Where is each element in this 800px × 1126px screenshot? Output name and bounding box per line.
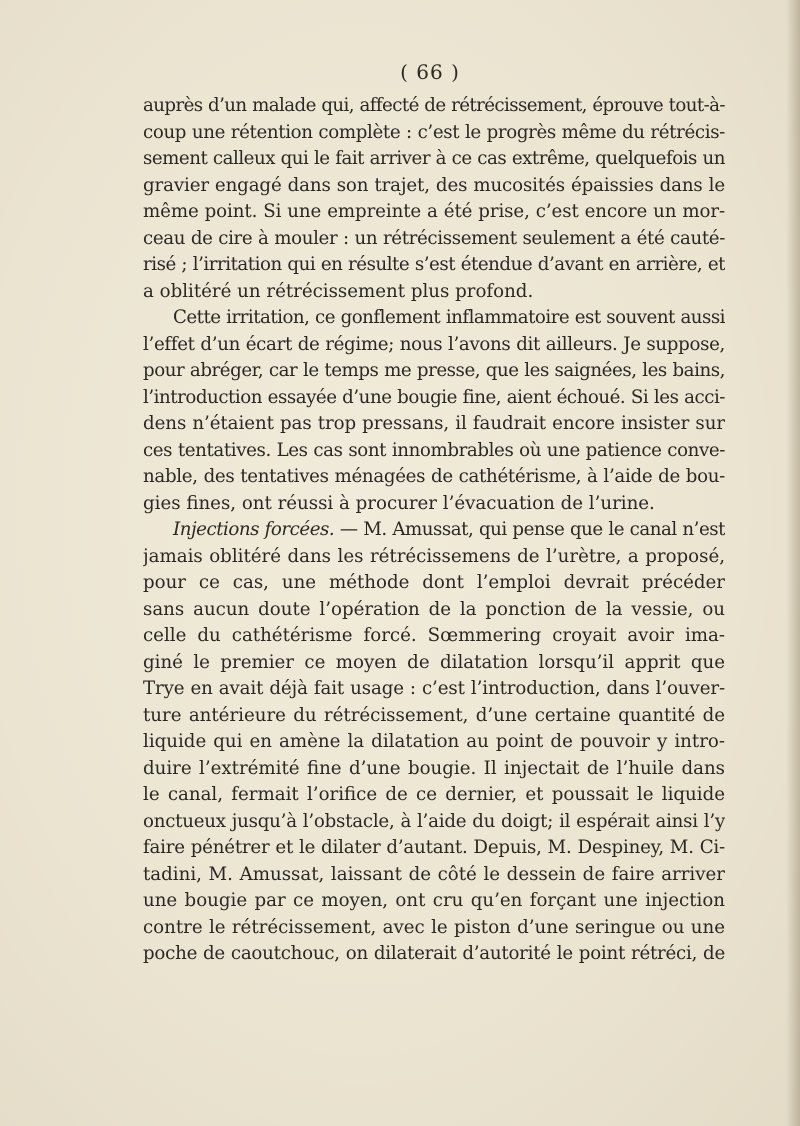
text-line: gravier engagé dans son trajet, des mucosités épaissies dans le: [143, 174, 725, 196]
text-line: le canal, fermait l’orifice de ce dernier, et poussait le liquide: [143, 784, 725, 805]
text-line: a oblitéré un rétrécissement plus profond.: [143, 280, 534, 302]
text-line: l’introduction essayée d’une bougie fine, aient échoué. Si les acci-: [143, 386, 725, 408]
text-line: Cette irritation, ce gonflement inflammatoire est souvent aussi: [173, 307, 725, 328]
text-line: pour ce cas, une méthode dont l’emploi devrait précéder: [143, 572, 725, 593]
paragraph-opening-line: [143, 517, 725, 544]
text-line: nable, des tentatives ménagées de cathétérisme, à l’aide de bou-: [143, 466, 725, 487]
text-line: coup une rétention complète : c’est le progrès même du rétrécis-: [143, 121, 725, 143]
text-line: gies fines, ont réussi à procurer l’évacuation de l’urine.: [143, 492, 655, 514]
text-line: ces tentatives. Les cas sont innombrables où une patience conve-: [143, 439, 725, 461]
text-line: poche de caoutchouc, on dilaterait d’autorité le point rétréci, de: [143, 943, 725, 964]
text-line: faire pénétrer et le dilater d’autant. Depuis, M. Despiney, M. Ci-: [143, 837, 725, 858]
text-line: tadini, M. Amussat, laissant de côté le dessein de faire arriver: [143, 863, 725, 885]
text-line: celle du cathétérisme forcé. Sœmmering croyait avoir ima-: [143, 625, 725, 646]
text-line: une bougie par ce moyen, ont cru qu’en forçant une injection: [143, 890, 725, 911]
text-line: même point. Si une empreinte a été prise, c’est encore un mor-: [143, 201, 725, 222]
text-line: liquide qui en amène la dilatation au point de pouvoir y intro-: [143, 731, 725, 752]
text-line: giné le premier ce moyen de dilatation lorsqu’il apprit que: [143, 651, 725, 673]
page-edge-shadow: [786, 0, 800, 1126]
text-line: Trye en avait déjà fait usage : c’est l’introduction, dans l’ouver-: [143, 678, 725, 699]
text-line: risé ; l’irritation qui en résulte s’est étendue d’avant en arrière, et: [143, 254, 725, 275]
text-line: ture antérieure du rétrécissement, d’une certaine quantité de: [143, 704, 725, 726]
text-line: pour abréger, car le temps me presse, que les saignées, les bains,: [143, 360, 725, 381]
text-run: — M. Amussat, qui pense que le canal n’est: [334, 519, 725, 540]
text-line: l’effet d’un écart de régime; nous l’avons dit ailleurs. Je suppose,: [143, 333, 725, 355]
section-heading: Injections forcées.: [173, 519, 335, 540]
text-line: auprès d’un malade qui, affecté de rétrécissement, éprouve tout-à-: [143, 95, 725, 116]
page-number: ( 66 ): [400, 60, 460, 84]
text-line: dens n’étaient pas trop pressans, il faudrait encore insister sur: [143, 413, 725, 434]
text-line: contre le rétrécissement, avec le piston d’une seringue ou une: [143, 916, 725, 938]
text-line: sans aucun doute l’opération de la ponction de la vessie, ou: [143, 598, 725, 620]
text-line: onctueux jusqu’à l’obstacle, à l’aide du doigt; il espérait ainsi l’y: [143, 810, 725, 832]
text-line: ceau de cire à mouler : un rétrécissement seulement a été cauté-: [143, 227, 725, 249]
body-text: [143, 93, 725, 968]
text-line: jamais oblitéré dans les rétrécissemens de l’urètre, a proposé,: [143, 545, 725, 567]
text-line: sement calleux qui le fait arriver à ce cas extrême, quelquefois un: [143, 148, 725, 169]
text-line: duire l’extrémité fine d’une bougie. Il injectait de l’huile dans: [143, 757, 725, 779]
